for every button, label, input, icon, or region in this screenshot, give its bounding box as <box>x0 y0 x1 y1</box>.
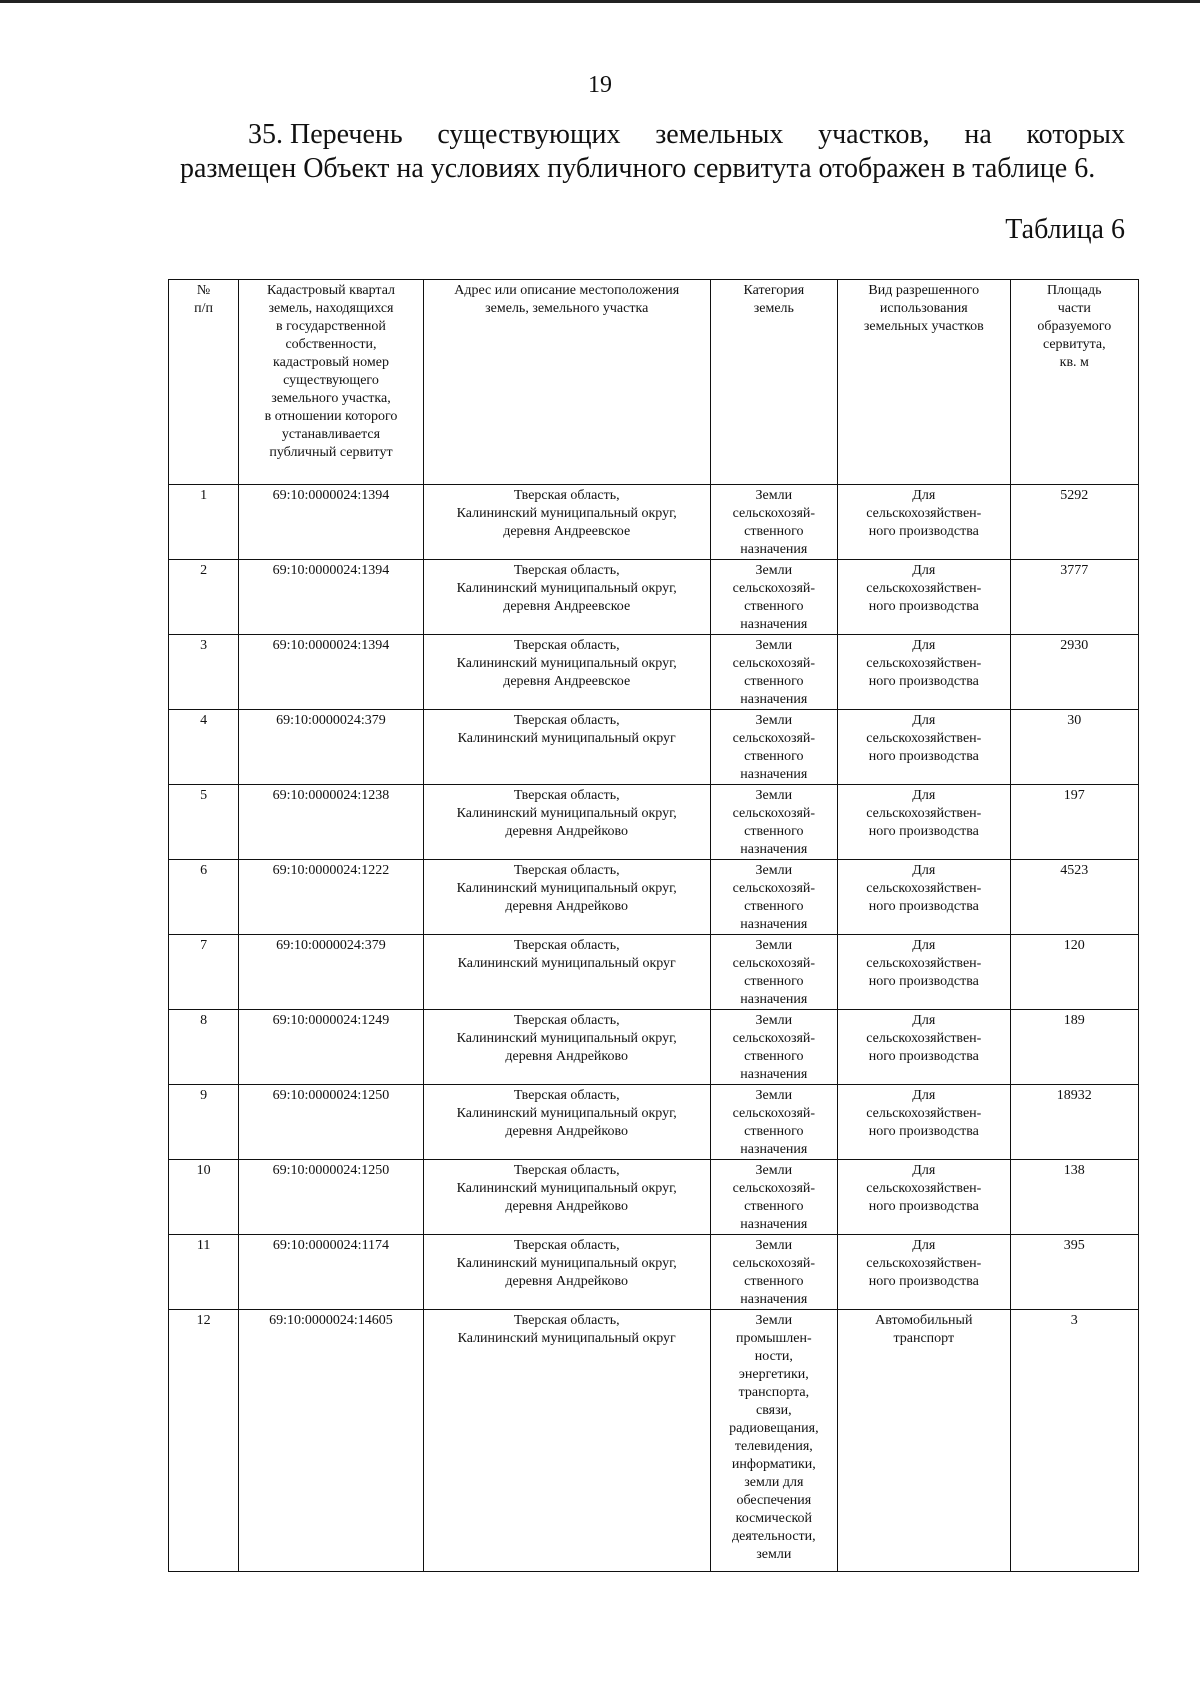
cell-address: Тверская область, Калининский муниципальный округ, деревня Андреевское <box>423 635 710 710</box>
cell-area: 189 <box>1010 1010 1138 1085</box>
cell-cadastral: 69:10:0000024:1394 <box>239 485 424 560</box>
cell-category: Земли сельскохозяй- ственного назначения <box>710 860 837 935</box>
table-row <box>169 935 1139 1010</box>
cell-number: 5 <box>169 785 239 860</box>
cell-area: 30 <box>1010 710 1138 785</box>
cell-cadastral: 69:10:0000024:1394 <box>239 635 424 710</box>
table-row <box>169 860 1139 935</box>
cell-cadastral: 69:10:0000024:1394 <box>239 560 424 635</box>
cell-address: Тверская область, Калининский муниципальный округ, деревня Андрейково <box>423 1160 710 1235</box>
table-header-row <box>169 280 1139 485</box>
table-body <box>169 485 1139 1572</box>
cell-permitted-use: Для сельскохозяйствен- ного производства <box>838 935 1011 1010</box>
cell-area: 18932 <box>1010 1085 1138 1160</box>
table-header <box>169 280 1139 485</box>
cell-area: 3777 <box>1010 560 1138 635</box>
cell-cadastral: 69:10:0000024:379 <box>239 935 424 1010</box>
header-category: Категория земель <box>710 280 837 485</box>
table-caption: Таблица 6 <box>1005 214 1125 245</box>
cell-cadastral: 69:10:0000024:1249 <box>239 1010 424 1085</box>
cell-permitted-use: Автомобильный транспорт <box>838 1310 1011 1572</box>
cell-address: Тверская область, Калининский муниципальный округ, деревня Андрейково <box>423 860 710 935</box>
cell-permitted-use: Для сельскохозяйствен- ного производства <box>838 860 1011 935</box>
paragraph-word: на <box>964 119 992 150</box>
table-row <box>169 635 1139 710</box>
section-paragraph <box>180 118 1125 186</box>
land-plots-table <box>168 279 1139 1572</box>
cell-address: Тверская область, Калининский муниципальный округ <box>423 1310 710 1572</box>
cell-permitted-use: Для сельскохозяйствен- ного производства <box>838 1235 1011 1310</box>
table-row <box>169 1160 1139 1235</box>
paragraph-line-2: размещен Объект на условиях публичного сервитута отображен в таблице 6. <box>180 153 1096 184</box>
cell-category: Земли сельскохозяй- ственного назначения <box>710 710 837 785</box>
table-row <box>169 560 1139 635</box>
cell-cadastral: 69:10:0000024:1238 <box>239 785 424 860</box>
cell-category: Земли сельскохозяй- ственного назначения <box>710 1160 837 1235</box>
cell-area: 3 <box>1010 1310 1138 1572</box>
page-number: 19 <box>588 72 612 98</box>
cell-category: Земли сельскохозяй- ственного назначения <box>710 1085 837 1160</box>
cell-number: 12 <box>169 1310 239 1572</box>
cell-area: 197 <box>1010 785 1138 860</box>
cell-number: 6 <box>169 860 239 935</box>
table-row <box>169 710 1139 785</box>
cell-number: 3 <box>169 635 239 710</box>
cell-address: Тверская область, Калининский муниципальный округ <box>423 710 710 785</box>
table-row <box>169 1310 1139 1572</box>
cell-cadastral: 69:10:0000024:379 <box>239 710 424 785</box>
header-number: № п/п <box>169 280 239 485</box>
cell-number: 11 <box>169 1235 239 1310</box>
paragraph-word: 35. Перечень <box>248 119 403 150</box>
page-top-edge <box>0 0 1200 3</box>
cell-category: Земли сельскохозяй- ственного назначения <box>710 935 837 1010</box>
cell-permitted-use: Для сельскохозяйствен- ного производства <box>838 785 1011 860</box>
cell-permitted-use: Для сельскохозяйствен- ного производства <box>838 560 1011 635</box>
paragraph-word: земельных <box>655 119 784 150</box>
header-address: Адрес или описание местоположения земель, земельного участка <box>423 280 710 485</box>
cell-category: Земли сельскохозяй- ственного назначения <box>710 485 837 560</box>
cell-area: 138 <box>1010 1160 1138 1235</box>
cell-number: 1 <box>169 485 239 560</box>
header-permitted-use: Вид разрешенного использования земельных участков <box>838 280 1011 485</box>
paragraph-line-1 <box>180 118 1125 152</box>
cell-category: Земли сельскохозяй- ственного назначения <box>710 785 837 860</box>
cell-area: 395 <box>1010 1235 1138 1310</box>
header-area: Площадь части образуемого сервитута, кв. м <box>1010 280 1138 485</box>
paragraph-word: существующих <box>437 119 621 150</box>
cell-permitted-use: Для сельскохозяйствен- ного производства <box>838 710 1011 785</box>
cell-cadastral: 69:10:0000024:1250 <box>239 1160 424 1235</box>
cell-category: Земли сельскохозяй- ственного назначения <box>710 1010 837 1085</box>
cell-area: 4523 <box>1010 860 1138 935</box>
cell-area: 2930 <box>1010 635 1138 710</box>
cell-address: Тверская область, Калининский муниципальный округ, деревня Андрейково <box>423 1010 710 1085</box>
cell-cadastral: 69:10:0000024:14605 <box>239 1310 424 1572</box>
paragraph-word: участков, <box>818 119 930 150</box>
table-row <box>169 1010 1139 1085</box>
cell-permitted-use: Для сельскохозяйствен- ного производства <box>838 1010 1011 1085</box>
cell-area: 5292 <box>1010 485 1138 560</box>
cell-number: 2 <box>169 560 239 635</box>
header-cadastral: Кадастровый квартал земель, находящихся в государственной собственности, кадастровый номер существующего земельного участка, в отношении которого устанавливается публичный сервитут <box>239 280 424 485</box>
cell-permitted-use: Для сельскохозяйствен- ного производства <box>838 635 1011 710</box>
cell-category: Земли сельскохозяй- ственного назначения <box>710 1235 837 1310</box>
cell-number: 9 <box>169 1085 239 1160</box>
cell-category: Земли сельскохозяй- ственного назначения <box>710 560 837 635</box>
cell-permitted-use: Для сельскохозяйствен- ного производства <box>838 1160 1011 1235</box>
cell-number: 8 <box>169 1010 239 1085</box>
cell-number: 7 <box>169 935 239 1010</box>
cell-address: Тверская область, Калининский муниципальный округ, деревня Андрейково <box>423 1085 710 1160</box>
cell-cadastral: 69:10:0000024:1222 <box>239 860 424 935</box>
cell-category: Земли сельскохозяй- ственного назначения <box>710 635 837 710</box>
cell-address: Тверская область, Калининский муниципальный округ, деревня Андреевское <box>423 485 710 560</box>
cell-number: 10 <box>169 1160 239 1235</box>
cell-address: Тверская область, Калининский муниципальный округ, деревня Андреевское <box>423 560 710 635</box>
cell-area: 120 <box>1010 935 1138 1010</box>
cell-category: Земли промышлен- ности, энергетики, транспорта, связи, радиовещания, телевидения, информатики, земли для обеспечения космической деятельности, земли <box>710 1310 837 1572</box>
cell-number: 4 <box>169 710 239 785</box>
paragraph-word: которых <box>1026 119 1125 150</box>
table-row <box>169 785 1139 860</box>
cell-permitted-use: Для сельскохозяйствен- ного производства <box>838 485 1011 560</box>
table-row <box>169 1235 1139 1310</box>
cell-address: Тверская область, Калининский муниципальный округ, деревня Андрейково <box>423 785 710 860</box>
table-row <box>169 485 1139 560</box>
table-row <box>169 1085 1139 1160</box>
cell-permitted-use: Для сельскохозяйствен- ного производства <box>838 1085 1011 1160</box>
cell-address: Тверская область, Калининский муниципальный округ <box>423 935 710 1010</box>
cell-cadastral: 69:10:0000024:1250 <box>239 1085 424 1160</box>
cell-address: Тверская область, Калининский муниципальный округ, деревня Андрейково <box>423 1235 710 1310</box>
cell-cadastral: 69:10:0000024:1174 <box>239 1235 424 1310</box>
